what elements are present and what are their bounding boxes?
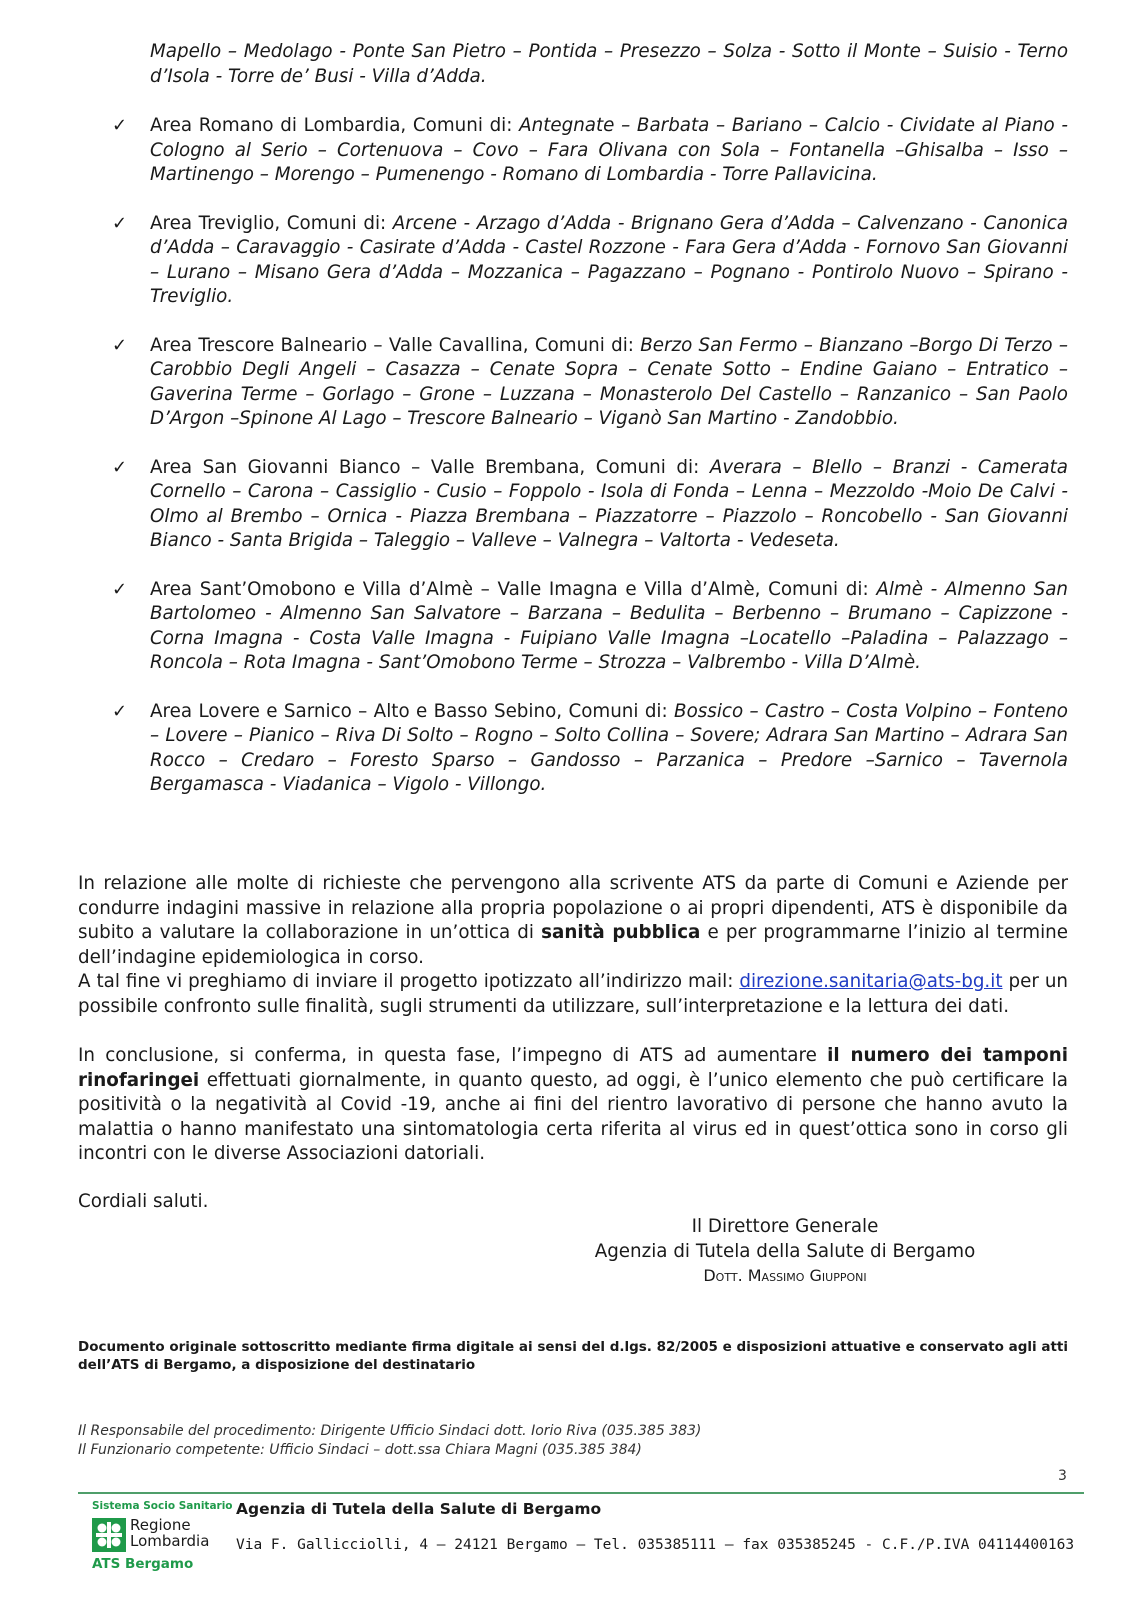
intro-comuni-list: Mapello – Medolago - Ponte San Pietro – Pontida – Presezzo – Solza - Sotto il Monte – Suisio - Terno d’Isola - Torre de’ Busi - Villa d’Adda. <box>150 41 1068 87</box>
paragraph-conclusione <box>78 1044 1068 1167</box>
bold-sanita-pubblica: sanità pubblica <box>541 922 701 943</box>
check-icon: ✓ <box>112 115 128 136</box>
paragraph-text: per un possibile confronto sulle finalità, sugli strumenti da utilizzare, sull’interpretazione e la lettura dei dati. <box>78 971 1069 1017</box>
area-label: Area Trescore Balneario – Valle Cavallina, Comuni di: <box>150 334 641 356</box>
logo-sistema-text: Sistema Socio Sanitario <box>92 1500 233 1512</box>
area-item <box>78 578 1068 676</box>
rosa-camuna-icon <box>92 1518 126 1552</box>
check-icon: ✓ <box>112 212 128 234</box>
area-comuni: Bossico – Castro – Costa Volpino – Fonteno – Lovere – Pianico – Riva Di Solto – Rogno – Solto Collina – Sovere; Adrara San Martino – Adrara San Rocco – Credaro – Foresto Sparso – Gandosso – Parzanica – Predore –Sarnico – Tavernola Bergamasca - Viadanica – Vigolo - Villongo. <box>150 700 1068 795</box>
closing-greeting: Cordiali saluti. <box>78 1191 209 1212</box>
email-link[interactable]: direzione.sanitaria@ats-bg.it <box>739 971 1003 992</box>
area-label: Area Sant’Omobono e Villa d’Almè – Valle Imagna e Villa d’Almè, Comuni di: <box>150 578 877 600</box>
signature-role: Il Direttore Generale <box>691 1216 879 1237</box>
logo-regione-line2: Lombardia <box>130 1532 210 1550</box>
paragraph-text: e per programmarne l’inizio al termine dell’indagine epidemiologica in corso. <box>78 922 1068 968</box>
area-label: Area San Giovanni Bianco – Valle Brembana, Comuni di: <box>150 456 710 478</box>
areas-list <box>78 114 1068 822</box>
paragraph-text: effettuati giornalmente, in quanto questo, ad oggi, è l’unico elemento che può certificare la positività o la negatività al Covid -19, anche ai fini del rientro lavorativo di persone che hanno avuto la malattia o hanno manifestato una sintomatologia certa riferita al virus ed in quest’ottica sono in corso gli incontri con le diverse Associazioni datoriali. <box>78 1069 1068 1164</box>
area-item <box>78 212 1068 310</box>
logo-ats-text: ATS Bergamo <box>92 1556 194 1572</box>
signature-agency: Agenzia di Tutela della Salute di Bergamo <box>594 1240 976 1262</box>
digital-signature-note: Documento originale sottoscritto mediante firma digitale ai sensi del d.lgs. 82/2005 e disposizioni attuative e conservato agli atti dell’ATS di Bergamo, a disposizione del destinatario <box>78 1339 1068 1373</box>
area-comuni: Almè - Almenno San Bartolomeo - Almenno San Salvatore – Barzana – Bedulita – Berbenno – Brumano – Capizzone - Corna Imagna - Costa Valle Imagna - Fuipiano Valle Imagna –Locatello –Paladina – Palazzago – Roncola – Rota Imagna - Sant’Omobono Terme – Strozza – Valbrembo - Villa D’Almè. <box>150 578 1069 673</box>
check-icon: ✓ <box>112 700 128 722</box>
area-item <box>78 334 1068 432</box>
logo-regione-line1: Regione <box>130 1516 191 1534</box>
area-item <box>78 456 1068 554</box>
bold-tamponi: il numero dei tamponi rinofaringei <box>78 1045 1068 1091</box>
paragraph-text: A tal fine vi preghiamo di inviare il progetto ipotizzato all’indirizzo mail: <box>78 971 740 992</box>
responsabile-line: Il Responsabile del procedimento: Dirigente Ufficio Sindaci dott. Iorio Riva (035.385 383) <box>78 1423 702 1439</box>
area-label: Area Lovere e Sarnico – Alto e Basso Sebino, Comuni di: <box>150 700 675 722</box>
footer-divider <box>78 1492 1084 1494</box>
regione-lombardia-logo <box>86 1500 233 1576</box>
area-item <box>78 114 1068 188</box>
paragraph-text: In relazione alle molte di richieste che pervengono alla scrivente ATS da parte di Comuni e Aziende per condurre indagini massive in relazione alla propria popolazione o ai propri dipendenti, ATS è disponibile da subito a valutare la collaborazione in un’ottica di <box>78 873 1068 943</box>
paragraph-indagini <box>78 872 1068 1019</box>
signature-block <box>560 1215 1010 1289</box>
signature-name: Dott. Massimo Giupponi <box>703 1266 867 1285</box>
page-number: 3 <box>1058 1468 1067 1484</box>
paragraph-text: In conclusione, si conferma, in questa fase, l’impegno di ATS ad aumentare <box>78 1045 828 1066</box>
check-icon: ✓ <box>112 334 128 356</box>
funzionario-line: Il Funzionario competente: Ufficio Sindaci – dott.ssa Chiara Magni (035.385 384) <box>78 1441 642 1458</box>
logo-regione-text <box>130 1517 209 1549</box>
footer-address: Via F. Gallicciolli, 4 – 24121 Bergamo – Tel. 035385111 – fax 035385245 - C.F./P.IVA 04114400163 <box>236 1537 1075 1553</box>
check-icon: ✓ <box>112 456 128 478</box>
area-label: Area Treviglio, Comuni di: <box>150 212 393 234</box>
area-comuni: Averara – Blello – Branzi - Camerata Cornello – Carona – Cassiglio - Cusio – Foppolo - Isola di Fonda – Lenna – Mezzoldo -Moio De Calvi - Olmo al Brembo – Ornica - Piazza Brembana – Piazzatorre – Piazzolo – Roncobello - San Giovanni Bianco - Santa Brigida – Taleggio – Valleve – Valnegra – Valtorta - Vedeseta. <box>150 456 1068 551</box>
check-icon: ✓ <box>112 578 128 600</box>
area-comuni: Antegnate – Barbata – Bariano – Calcio - Cividate al Piano - Cologno al Serio – Cortenuova – Covo – Fara Olivana con Sola – Fontanella –Ghisalba – Isso – Martinengo – Morengo – Pumenengo - Romano di Lombardia - Torre Pallavicina. <box>150 115 1068 185</box>
area-label: Area Romano di Lombardia, Comuni di: <box>150 115 520 136</box>
footer-agency-name: Agenzia di Tutela della Salute di Bergamo <box>236 1500 602 1518</box>
area-comuni: Arcene - Arzago d’Adda - Brignano Gera d’Adda – Calvenzano - Canonica d’Adda – Caravaggio - Casirate d’Adda - Castel Rozzone - Fara Gera d’Adda - Fornovo San Giovanni – Lurano – Misano Gera d’Adda – Mozzanica – Pagazzano – Pognano - Pontirolo Nuovo – Spirano - Treviglio. <box>150 212 1068 307</box>
area-comuni: Berzo San Fermo – Bianzano –Borgo Di Terzo – Carobbio Degli Angeli – Casazza – Cenate Sopra – Cenate Sotto – Endine Gaiano – Entratico – Gaverina Terme – Gorlago – Grone – Luzzana – Monasterolo Del Castello – Ranzanico – San Paolo D’Argon –Spinone Al Lago – Trescore Balneario – Viganò San Martino - Zandobbio. <box>150 334 1068 429</box>
contacts-block <box>78 1422 701 1459</box>
area-item <box>78 700 1068 798</box>
